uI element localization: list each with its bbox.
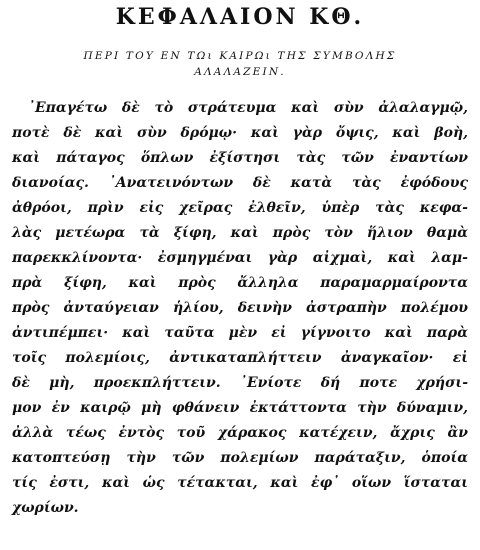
body-line: παρεκκλίνοντα· ἐσμηγμέναι γὰρ αἰχμαὶ, καὶ λαμ- [12, 250, 468, 266]
body-line: χωρίων. [12, 500, 79, 516]
body-line: καὶ πάταγος ὅπλων ἐξίστησι τὰς τῶν ἐναντίων [12, 150, 468, 166]
body-line: ἀντιπέμπει· καὶ ταῦτα μὲν εἰ γίγνοιτο καὶ παρὰ [12, 325, 468, 341]
body-line: πρὰ ξίφη, καὶ πρὸς ἄλληλα παραμαρμαίροντα [12, 275, 468, 291]
body-line: κατοπτεύσῃ τὴν τῶν πολεμίων παράταξιν, ὁποία [12, 450, 468, 466]
body-line: ἀθρόοι, πρὶν εἰς χεῖρας ἐλθεῖν, ὑπὲρ τὰς κεφα- [12, 200, 468, 216]
chapter-subtitle-line-2: ΑΛΑΛΑΖΕΙΝ. [194, 66, 286, 78]
body-line: τίς ἐστι, καὶ ὡς τέτακται, καὶ ἐφ᾿ οἵων ἵσταται [12, 475, 468, 491]
chapter-title: ΚΕΦΑΛΑΙΟΝ ΚΘ. [115, 4, 365, 30]
body-line: διανοίας. ᾿Ανατεινόντων δὲ κατὰ τὰς ἐφόδους [12, 175, 468, 191]
body-line: ἀλλὰ τέως ἐντὸς τοῦ χάρακος κατέχειν, ἄχρις ἂν [12, 425, 468, 441]
body-line: δὲ μὴ, προεκπλήττειν. ᾿Ενίοτε δή ποτε χρήσι- [12, 375, 468, 391]
body-line: λὰς μετέωρα τὰ ξίφη, καὶ πρὸς τὸν ἥλιον θαμὰ [12, 225, 468, 241]
body-line: τοῖς πολεμίοις, ἀντικαταπλήττειν ἀναγκαῖον· εἰ [12, 350, 468, 366]
body-line: ᾿Επαγέτω δὲ τὸ στράτευμα καὶ σὺν ἀλαλαγμῷ, [28, 100, 468, 116]
body-line: πρὸς ἀνταύγειαν ἡλίου, δεινὴν ἀστραπὴν πολέμου [12, 300, 468, 316]
body-line: μον ἐν καιρῷ μὴ φθάνειν ἐκτάττοντα τὴν δύναμιν, [12, 400, 468, 416]
body-line: ποτὲ δὲ καὶ σὺν δρόμῳ· καὶ γὰρ ὄψις, καὶ βοὴ, [12, 125, 468, 141]
chapter-subtitle-line-1: ΠΕΡΙ ΤΟΥ ΕΝ ΤΩι ΚΑΙΡΩι ΤΗΣ ΣΥΜΒΟΛΗΣ [83, 50, 397, 62]
